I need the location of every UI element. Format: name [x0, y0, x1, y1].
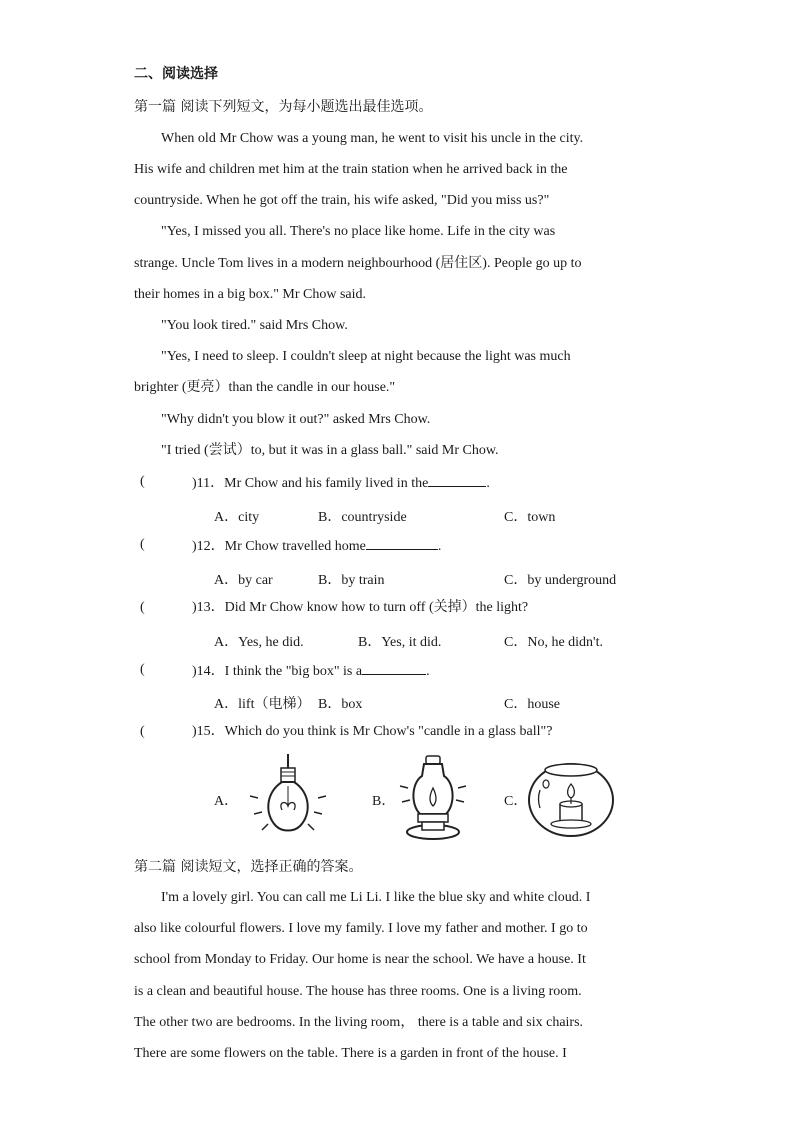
question-12 [140, 535, 145, 555]
answer-paren-open: ( [140, 724, 145, 739]
question-number: 14． [196, 664, 225, 679]
passage-2-line: I'm a lovely girl. You can call me Li Li. I like the blue sky and white cloud. I [161, 890, 591, 905]
passage-1-line: strange. Uncle Tom lives in a modern neighbourhood (居住区). People go up to [134, 256, 582, 271]
question-11 [140, 472, 145, 492]
answer-blank[interactable] [362, 660, 426, 675]
passage-2-line: There are some flowers on the table. There is a garden in front of the house. I [134, 1046, 567, 1061]
question-13-body [192, 598, 528, 618]
answer-paren-close: ) [192, 600, 197, 615]
question-text: Which do you think is Mr Chow's "candle in a glass ball"? [224, 724, 553, 739]
question-text: I think the "big box" is a [224, 664, 363, 679]
answer-blank[interactable] [366, 535, 438, 550]
option-b[interactable]: B．countryside [318, 510, 407, 525]
question-number: 11． [196, 476, 225, 491]
question-15 [140, 722, 145, 742]
option-b[interactable]: B．box [318, 697, 363, 712]
question-text: Did Mr Chow know how to turn off (关掉）the light? [224, 600, 529, 615]
option-a[interactable]: A．Yes, he did. [214, 635, 304, 650]
option-a[interactable]: A．by car [214, 573, 273, 588]
passage-1-line: their homes in a big box." Mr Chow said. [134, 287, 367, 302]
passage-1-line: "I tried (尝试）to, but it was in a glass ball." said Mr Chow. [161, 443, 499, 458]
question-text: Mr Chow and his family lived in the [224, 476, 429, 491]
oil-lamp-icon[interactable] [396, 752, 470, 842]
candle-in-glass-ball-icon[interactable] [526, 760, 616, 840]
option-c[interactable]: C．town [504, 510, 556, 525]
passage-1-line: "You look tired." said Mrs Chow. [161, 318, 348, 333]
option-b[interactable]: B．Yes, it did. [358, 635, 442, 650]
option-c[interactable]: C．by underground [504, 573, 617, 588]
passage-1-line: When old Mr Chow was a young man, he went to visit his uncle in the city. [161, 131, 584, 146]
question-13 [140, 598, 145, 618]
answer-paren-open: ( [140, 600, 145, 615]
question-14 [140, 660, 145, 680]
passage-1-line: brighter (更亮）than the candle in our house." [134, 380, 396, 395]
passage-1-line: countryside. When he got off the train, his wife asked, "Did you miss us?" [134, 193, 550, 208]
option-a[interactable]: A．lift（电梯） [214, 697, 311, 712]
question-tail: . [426, 664, 430, 679]
option-c[interactable]: C．No, he didn't. [504, 635, 603, 650]
question-tail: . [437, 539, 442, 554]
question-text: Mr Chow travelled home [224, 539, 366, 554]
passage-2-heading: 第二篇 阅读短文，选择正确的答案。 [134, 859, 363, 875]
answer-paren-close: ) [192, 724, 197, 739]
option-a-label[interactable]: A． [214, 794, 239, 809]
passage-2-line: school from Monday to Friday. Our home is near the school. We have a house. It [134, 952, 586, 967]
option-c[interactable]: C．house [504, 697, 561, 712]
answer-paren-open: ( [140, 662, 145, 677]
answer-paren-close: ) [192, 664, 197, 679]
option-b-label[interactable]: B． [372, 794, 396, 809]
option-c-label[interactable]: C． [504, 794, 528, 809]
passage-2-line: is a clean and beautiful house. The house has three rooms. One is a living room. [134, 984, 582, 999]
section-title: 二、阅读选择 [134, 66, 218, 82]
light-bulb-icon[interactable] [242, 752, 334, 842]
question-15-body [192, 722, 552, 742]
answer-paren-open: ( [140, 474, 145, 489]
question-14-body [192, 660, 430, 682]
question-number: 15． [196, 724, 225, 739]
option-a[interactable]: A．city [214, 510, 260, 525]
question-number: 12． [196, 539, 225, 554]
option-b[interactable]: B．by train [318, 573, 385, 588]
answer-blank[interactable] [428, 472, 486, 487]
passage-1-heading: 第一篇 阅读下列短文，为每小题选出最佳选项。 [134, 99, 433, 115]
passage-1-line: His wife and children met him at the train station when he arrived back in the [134, 162, 568, 177]
answer-paren-open: ( [140, 537, 145, 552]
passage-1-line: "Yes, I need to sleep. I couldn't sleep at night because the light was much [161, 349, 571, 364]
passage-1-line: "Yes, I missed you all. There's no place like home. Life in the city was [161, 224, 556, 239]
question-tail: . [486, 476, 490, 491]
passage-2-line: The other two are bedrooms. In the living room， there is a table and six chairs. [134, 1015, 584, 1030]
answer-paren-close: ) [192, 476, 197, 491]
answer-paren-close: ) [192, 539, 197, 554]
question-12-body [192, 535, 441, 557]
question-number: 13． [196, 600, 225, 615]
passage-1-line: "Why didn't you blow it out?" asked Mrs Chow. [161, 412, 431, 427]
passage-2-line: also like colourful flowers. I love my family. I love my father and mother. I go to [134, 921, 588, 936]
question-11-body [192, 472, 490, 494]
